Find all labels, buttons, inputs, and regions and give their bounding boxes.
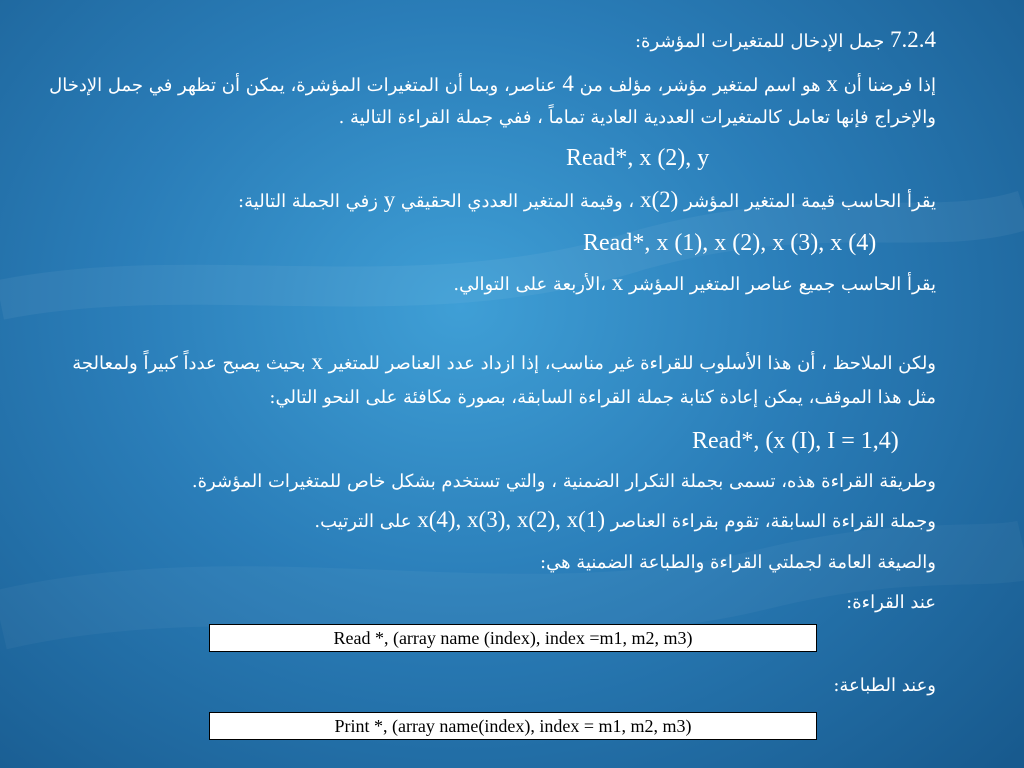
paragraph-1-line-2: والإخراج فإنها تعامل كالمتغيرات العددية العادية تماماً ، ففي جملة القراءة التالية . [338,107,936,128]
text-fragment: ولكن الملاحظ ، أن هذا الأسلوب للقراءة غير مناسب، إذا ازداد عدد العناصر للمتغير [328,353,936,374]
section-title: جمل الإدخال للمتغيرات المؤشرة: [634,31,885,52]
section-heading [40,28,936,54]
variables-list: x(4), x(3), x(2), x(1) [417,507,605,532]
text-fragment: بحيث يصبح عدداً كبيراً ولمعالجة [72,353,306,374]
print-label: وعند الطباعة: [833,675,936,696]
text-fragment: إذا فرضنا أن [843,75,936,96]
paragraph-5: وطريقة القراءة هذه، تسمى بجملة التكرار الضمنية ، والتي تستخدم بشكل خاص للمتغيرات المؤشرة. [191,471,936,492]
paragraph-2 [40,188,936,214]
paragraph-4-line-1 [40,350,936,376]
number-four: 4 [562,71,574,96]
paragraph-3 [40,271,936,297]
text-fragment: زفي الجملة التالية: [238,191,378,212]
text-fragment: عناصر، وبما أن المتغيرات المؤشرة، يمكن أن تظهر في جمل الإدخال [49,75,557,96]
variable-y: y [383,187,396,212]
paragraph-1-line-1 [40,72,936,98]
text-fragment: ،الأربعة على التوالي. [453,274,607,295]
read-label: عند القراءة: [846,592,936,613]
variable-x: x [311,349,323,374]
paragraph-6 [40,508,936,534]
text-fragment: يقرأ الحاسب قيمة المتغير المؤشر [684,191,936,212]
section-number: 7.2.4 [890,27,936,52]
text-fragment: هو اسم لمتغير مؤشر، مؤلف من [579,75,821,96]
text-fragment: يقرأ الحاسب جميع عناصر المتغير المؤشر [629,274,936,295]
formula-read-all-elements: Read*, x (1), x (2), x (3), x (4) [583,230,877,256]
formula-implied-do-loop: Read*, (x (I), I = 1,4) [692,428,899,454]
variable-x: x [611,270,624,295]
formula-read-x2-y: Read*, x (2), y [566,145,710,171]
read-syntax-box: Read *, (array name (index), index =m1, m2, m3) [209,624,817,652]
variable-x2: x(2) [639,187,679,212]
text-fragment: وجملة القراءة السابقة، تقوم بقراءة العناصر [610,511,936,532]
text-fragment: ، وقيمة المتغير العددي الحقيقي [400,191,635,212]
print-syntax-box: Print *, (array name(index), index = m1, m2, m3) [209,712,817,740]
paragraph-4-line-2: مثل هذا الموقف، يمكن إعادة كتابة جملة القراءة السابقة، بصورة مكافئة على النحو التالي: [269,387,936,408]
variable-x: x [826,71,838,96]
paragraph-7: والصيغة العامة لجملتي القراءة والطباعة الضمنية هي: [540,552,936,573]
text-fragment: على الترتيب. [314,511,412,532]
